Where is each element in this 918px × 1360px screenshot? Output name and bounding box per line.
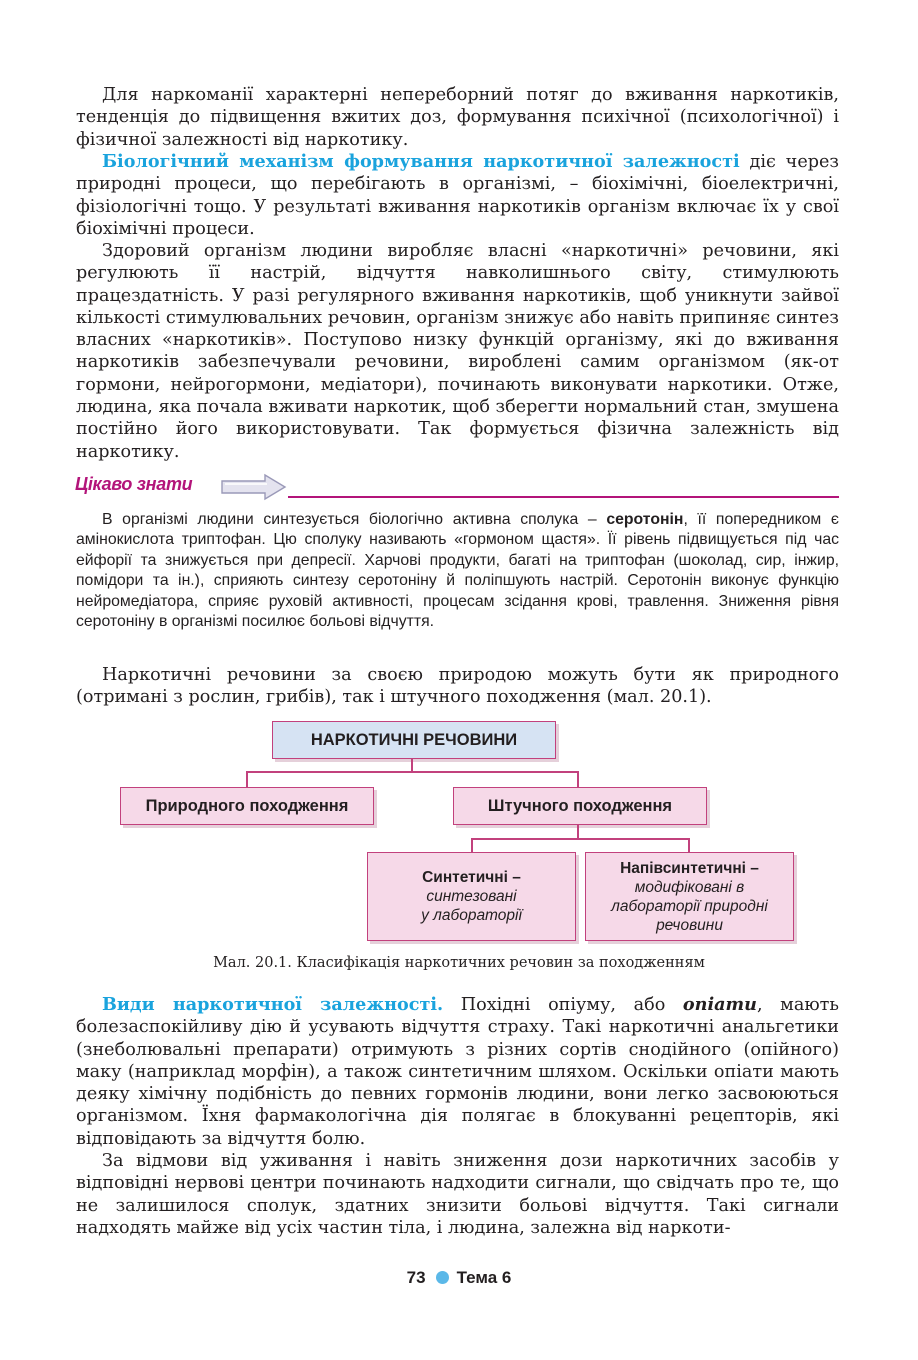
topic-label: Тема 6 [456,1268,512,1287]
connector [246,771,248,788]
paragraph-addiction-traits [76,84,839,151]
paragraph-text: За відмови від уживання і навіть зниження дози наркотичних засобів у відповідні нервові центри починають надходити сигнали, що свідчать про те, що не залишилося сполук, здатних знизити больові відчуття. Такі сигнали надходять майже від усіх частин тіла, і людина, залежна від наркоти- [76,1151,839,1238]
arrow-icon [219,472,289,502]
connector [246,771,578,773]
page-footer [0,1268,918,1288]
semisynthetic-desc: речовини [656,916,723,934]
semisynthetic-title: Напівсинтетичні – [620,859,759,877]
connector [471,838,473,853]
info-box-heading: Цікаво знати [75,474,193,494]
synthetic-desc: у лабораторії [421,907,522,924]
connector [471,838,689,840]
info-text-part: , її попередником є амінокислота триптофан. Цю сполуку називають «гормоном щастя». Її рівень підвищується під час ейфорії та знижується при депресії. Харчові продукти, багаті на триптофан (шоколад, сир, інжир, помідори та ін.), сприяють синтезу серотоніну й поліпшують настрій. Серотонін виконує функцію нейромедіатора, сприяє руховій активності, процесам зсідання крові, травлення. Зниження рівня серотоніну в організмі посилює больові відчуття. [76,511,839,631]
paragraph-withdrawal [76,1150,839,1239]
semisynthetic-desc: модифіковані в [634,878,745,896]
synthetic-title: Синтетичні – [422,869,521,886]
info-box-rule [288,496,839,498]
diagram-synthetic [367,852,576,941]
synthetic-desc: синтезовані [426,888,517,905]
connector [577,771,579,788]
paragraph-text: Наркотичні речовини за своєю природою можуть бути як природного (отримані з рослин, грибів), так і штучного походження (мал. 20.1). [76,665,839,708]
diagram-artificial-origin: Штучного походження [453,787,707,825]
page-number: 73 [406,1268,426,1287]
term-serotonin: серотонін [606,511,684,528]
paragraph-text: Для наркоманії характерні непереборний потяг до вживання наркотиків, тенденція до підвищення вжитих доз, формування психічної (психологічної) і фізичної залежності від наркотику. [76,85,839,150]
paragraph-text: Похідні опіуму, або [443,995,683,1015]
paragraph-dependence-types [76,994,839,1150]
info-box-text [76,510,839,632]
paragraph-biological-mechanism [76,151,839,240]
connector [577,825,579,839]
paragraph-origin [76,664,839,709]
info-text-part: В організмі людини синтезується біологічно активна сполука – [102,511,607,528]
term-opiates: опіати [682,994,757,1015]
term-dependence-types: Види наркотичної залежності. [102,994,444,1015]
term-biological-mechanism: Біологічний механізм формування наркотичної залежності [102,151,740,172]
diagram-semisynthetic [585,852,794,941]
paragraph-text: Здоровий організм людини виробляє власні «наркотичні» речовини, які регулюють її настрій, відчуття навколишнього світу, стимулюють працездатність. У разі регулярного вживання наркотиків, щоб уникнути зайвої кількості стимулювальних речовин, організм знижує або навіть припиняє синтез власних «наркотиків». Поступово низку функцій організму, які до вживання наркотиків забезпечували речовини, вироблені самим організмом (як-от гормони, нейрогормони, медіатори), починають виконувати наркотики. Отже, людина, яка почала вживати наркотик, щоб зберегти нормальний стан, змушена постійно його використовувати. Так формується фізична залежність від наркотику. [76,241,839,462]
diagram-natural-origin: Природного походження [120,787,374,825]
diagram-root: НАРКОТИЧНІ РЕЧОВИНИ [272,721,556,759]
semisynthetic-desc: лабораторії природні [611,897,768,915]
bullet-dot-icon [436,1271,449,1284]
figure-caption: Мал. 20.1. Класифікація наркотичних речовин за походженням [213,955,705,971]
connector [688,838,690,853]
paragraph-text: діє через природні процеси, що перебігають в організмі, – біохімічні, біоелектричні, фізіологічні тощо. У результаті вживання наркотиків організм включає їх у свої біохімічні процеси. [76,152,839,239]
paragraph-healthy-organism [76,240,839,463]
paragraph-text: , мають болезаспокійливу дію й усувають відчуття страху. Такі наркотичні анальгетики (знеболювальні препарати) отримують з різних сортів снодійного (опійного) маку (наприклад морфін), а також синтетичним шляхом. Оскільки опіати мають деяку хімічну подібність до певних гормонів людини, вони легко засвоюються організмом. Їхня фармакологічна дія полягає в блокуванні рецепторів, які відповідають за відчуття болю. [76,995,839,1149]
